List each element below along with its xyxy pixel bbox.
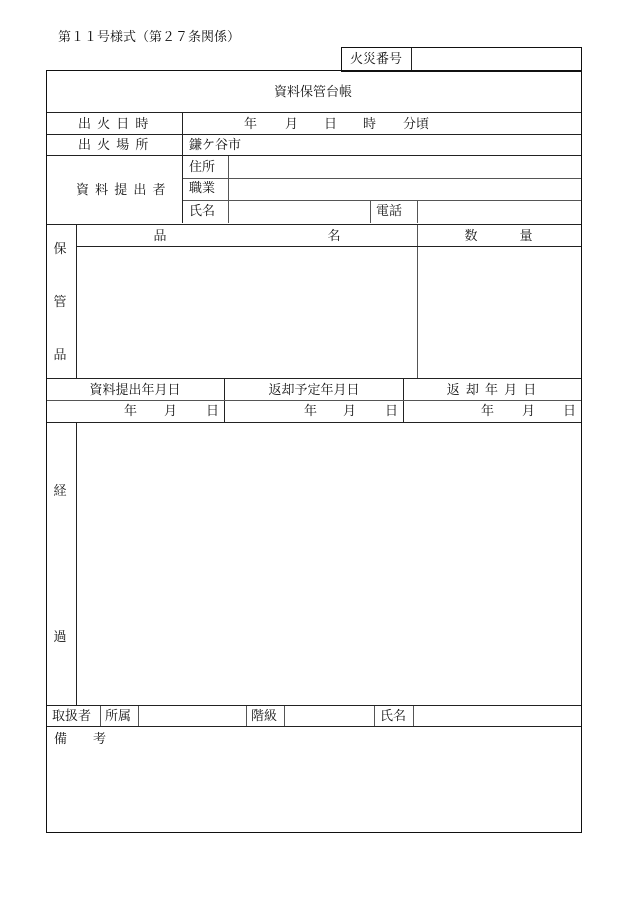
submitter-name-field[interactable] [230,201,368,222]
submit-day-unit: 日 [206,404,220,419]
address-label: 住所 [189,160,216,175]
handler-name-label: 氏名 [380,709,407,724]
phone-field[interactable] [419,201,579,222]
submit-date-label: 資料提出年月日 [89,383,181,398]
remarks-label: 備 考 [54,732,107,747]
qty-header-char-2: 量 [519,229,533,244]
hour-unit: 時 [363,117,377,132]
submitter-label: 資 料 提 出 者 [76,183,167,198]
day-unit: 日 [324,117,338,132]
minute-unit: 分頃 [403,117,430,132]
handler-label: 取扱者 [52,709,92,724]
plan-day-unit: 日 [385,404,399,419]
return-plan-date-field[interactable] [226,401,401,421]
rank-label: 階級 [251,709,278,724]
handler-name-field[interactable] [415,707,578,725]
storage-char-3: 品 [53,348,67,363]
return-month-unit: 月 [522,404,536,419]
return-date-field[interactable] [405,401,578,421]
item-name-area[interactable] [79,248,415,376]
affiliation-field[interactable] [140,707,244,725]
address-field[interactable] [230,157,578,177]
storage-char-2: 管 [53,295,67,310]
qty-header-char-1: 数 [464,229,478,244]
item-header-char-1: 品 [153,229,167,244]
affiliation-label: 所属 [105,709,132,724]
return-year-unit: 年 [481,404,495,419]
fire-place-value: 鎌ケ谷市 [189,138,242,153]
phone-label: 電話 [376,204,403,219]
return-plan-date-label: 返却予定年月日 [268,383,360,398]
quantity-area[interactable] [420,248,578,376]
occupation-field[interactable] [230,179,578,199]
fire-number-label: 火災番号 [349,52,403,67]
submit-date-field[interactable] [49,401,222,421]
storage-char-1: 保 [53,242,67,257]
progress-area[interactable] [79,425,578,703]
name-label: 氏名 [189,204,216,219]
fire-place-label: 出 火 場 所 [78,138,150,153]
progress-char-1: 経 [53,484,67,499]
fire-number-field[interactable] [413,49,579,70]
fire-datetime-field[interactable] [186,114,578,133]
progress-char-2: 過 [53,630,67,645]
year-unit: 年 [244,117,258,132]
form-number-label: 第１１号様式（第２７条関係） [58,30,241,45]
item-header-char-2: 名 [327,229,341,244]
return-date-label: 返 却 年 月 日 [446,383,538,398]
submit-year-unit: 年 [124,404,138,419]
remarks-area[interactable] [49,750,578,830]
form-title: 資料保管台帳 [273,85,353,100]
return-day-unit: 日 [563,404,577,419]
plan-year-unit: 年 [304,404,318,419]
occupation-label: 職業 [189,181,216,196]
fire-datetime-label: 出 火 日 時 [78,117,150,132]
plan-month-unit: 月 [343,404,357,419]
month-unit: 月 [285,117,299,132]
submit-month-unit: 月 [164,404,178,419]
rank-field[interactable] [286,707,372,725]
